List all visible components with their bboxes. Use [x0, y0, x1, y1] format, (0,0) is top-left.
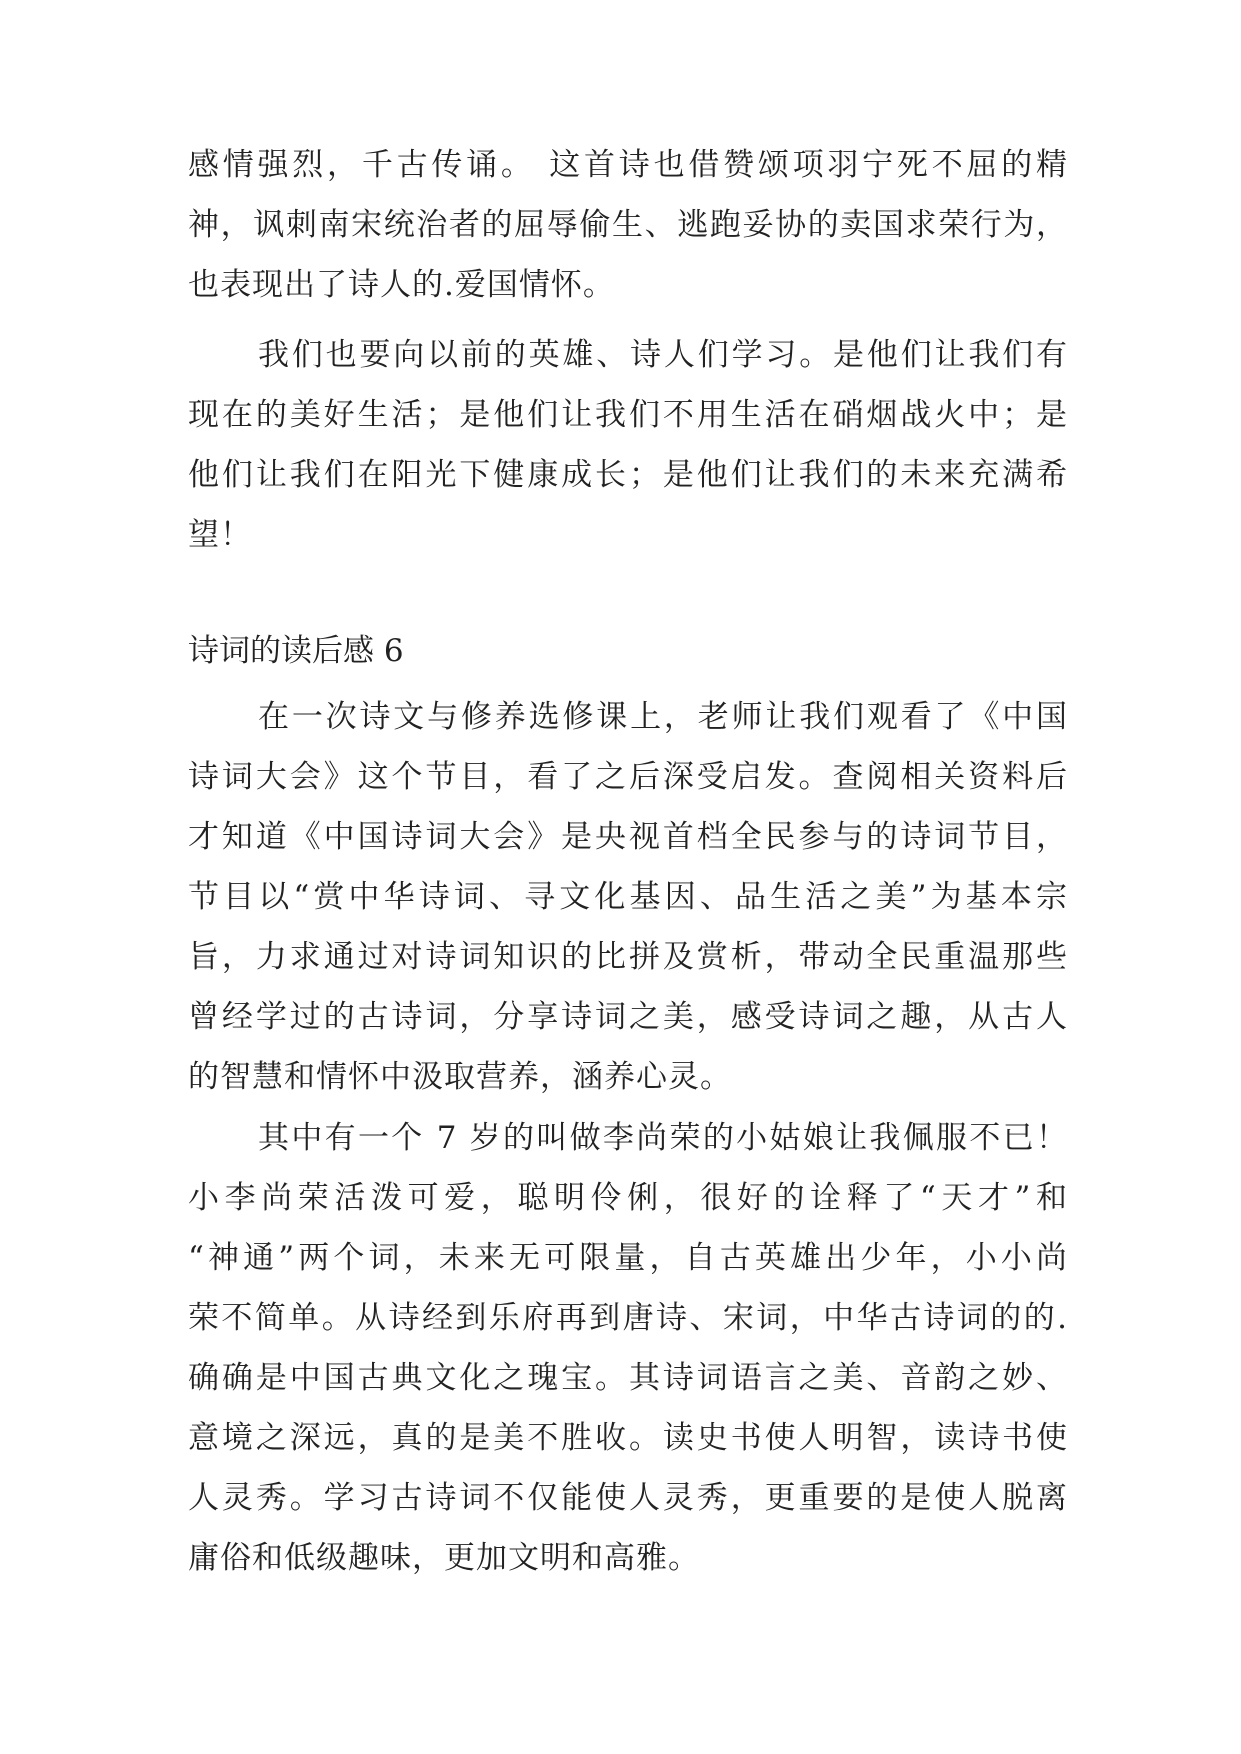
text-line: 其中有一个 7 岁的叫做李尚荣的小姑娘让我佩服不已！: [258, 1120, 1068, 1156]
text-line: 现在的美好生活；是他们让我们不用生活在硝烟战火中；是: [188, 397, 1068, 433]
text-line: 才知道《中国诗词大会》是央视首档全民参与的诗词节目，: [188, 819, 1068, 855]
text-line: 的智慧和情怀中汲取营养，涵养心灵。: [188, 1059, 732, 1095]
text-line: 节目以“赏中华诗词、寻文化基因、品生活之美”为基本宗: [188, 879, 1068, 915]
section-heading: 诗词的读后感 6: [188, 633, 404, 669]
text-line: 小李尚荣活泼可爱，聪明伶俐，很好的诠释了“天才”和: [188, 1180, 1068, 1216]
paragraph: [188, 687, 1068, 1107]
text-line: 确确是中国古典文化之瑰宝。其诗词语言之美、音韵之妙、: [188, 1360, 1068, 1396]
text-line: 曾经学过的古诗词，分享诗词之美，感受诗词之趣，从古人: [188, 999, 1068, 1035]
text-line: 旨，力求通过对诗词知识的比拼及赏析，带动全民重温那些: [188, 939, 1068, 975]
text-line: 他们让我们在阳光下健康成长；是他们让我们的未来充满希: [188, 457, 1068, 493]
text-line: 望！: [188, 517, 252, 553]
text-line: 庸俗和低级趣味，更加文明和高雅。: [188, 1540, 700, 1576]
paragraph: [188, 135, 1068, 315]
text-line: 神，讽刺南宋统治者的屈辱偷生、逃跑妥协的卖国求荣行为，: [188, 207, 1068, 243]
text-line: 荣不简单。从诗经到乐府再到唐诗、宋词，中华古诗词的的.: [188, 1300, 1068, 1336]
text-line: 也表现出了诗人的.爱国情怀。: [188, 267, 615, 303]
text-line: 我们也要向以前的英雄、诗人们学习。是他们让我们有: [258, 337, 1068, 373]
text-line: 诗词大会》这个节目，看了之后深受启发。查阅相关资料后: [188, 759, 1068, 795]
text-line: “神通”两个词，未来无可限量，自古英雄出少年，小小尚: [188, 1240, 1068, 1276]
paragraph: [188, 1108, 1068, 1588]
text-line: 感情强烈，千古传诵。 这首诗也借赞颂项羽宁死不屈的精: [188, 147, 1068, 183]
text-line: 意境之深远，真的是美不胜收。读史书使人明智，读诗书使: [188, 1420, 1068, 1456]
text-line: 在一次诗文与修养选修课上，老师让我们观看了《中国: [258, 699, 1068, 735]
paragraph: [188, 325, 1068, 565]
text-line: 人灵秀。学习古诗词不仅能使人灵秀，更重要的是使人脱离: [188, 1480, 1068, 1516]
